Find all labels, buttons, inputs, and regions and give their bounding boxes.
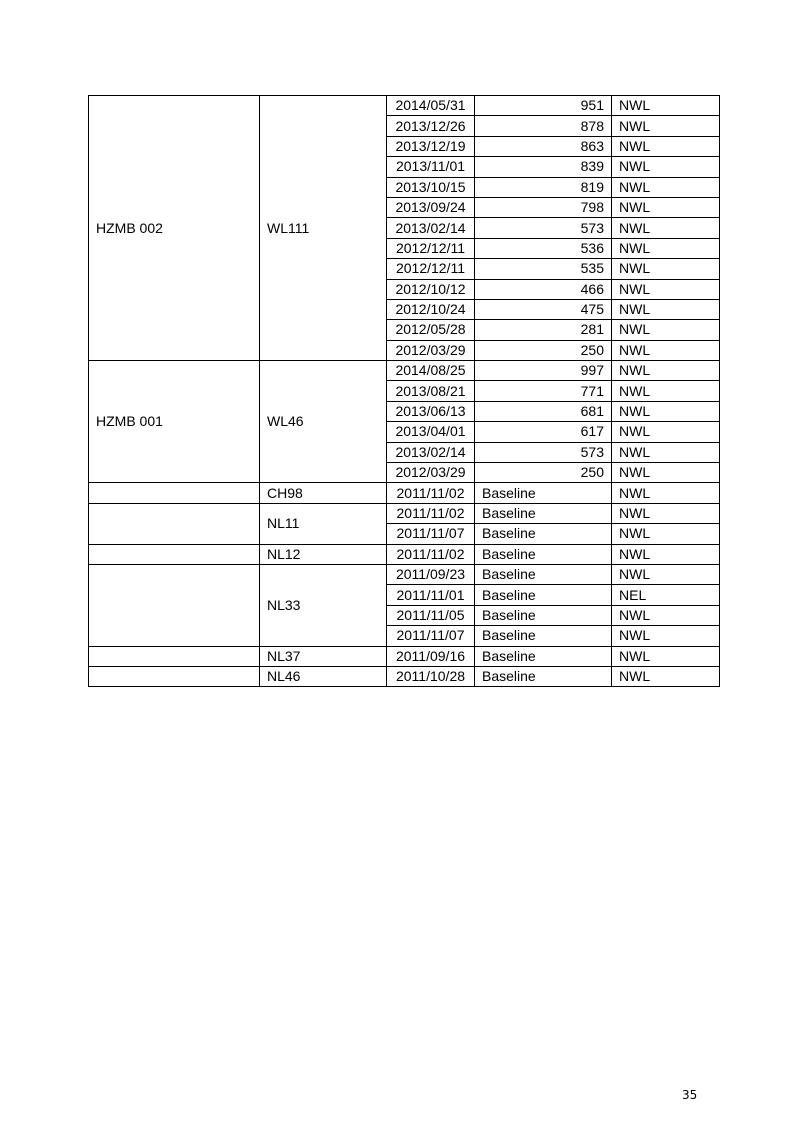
date-cell: 2012/03/29: [387, 463, 475, 483]
value-cell: 798: [475, 197, 612, 217]
value-cell: 839: [475, 157, 612, 177]
point-id-cell: NL33: [260, 564, 387, 646]
date-cell: 2011/11/02: [387, 483, 475, 503]
value-cell: 819: [475, 177, 612, 197]
type-cell: NWL: [612, 361, 720, 381]
point-id-cell: NL37: [260, 646, 387, 666]
date-cell: 2013/12/26: [387, 116, 475, 136]
value-cell: Baseline: [475, 544, 612, 564]
type-cell: NWL: [612, 116, 720, 136]
value-cell: 573: [475, 442, 612, 462]
table-row: [89, 544, 720, 564]
value-cell: Baseline: [475, 524, 612, 544]
value-cell: 475: [475, 299, 612, 319]
date-cell: 2013/08/21: [387, 381, 475, 401]
value-cell: Baseline: [475, 483, 612, 503]
value-cell: 536: [475, 238, 612, 258]
type-cell: NWL: [612, 524, 720, 544]
type-cell: NWL: [612, 422, 720, 442]
value-cell: Baseline: [475, 626, 612, 646]
value-cell: Baseline: [475, 564, 612, 584]
type-cell: NWL: [612, 605, 720, 625]
type-cell: NWL: [612, 136, 720, 156]
date-cell: 2014/05/31: [387, 96, 475, 116]
date-cell: 2011/11/02: [387, 503, 475, 523]
type-cell: NWL: [612, 238, 720, 258]
date-cell: 2012/03/29: [387, 340, 475, 360]
type-cell: NEL: [612, 585, 720, 605]
date-cell: 2011/11/02: [387, 544, 475, 564]
point-id-cell: NL11: [260, 503, 387, 544]
table-row: [89, 564, 720, 584]
date-cell: 2011/11/01: [387, 585, 475, 605]
date-cell: 2013/09/24: [387, 197, 475, 217]
structure-id-cell: [89, 564, 260, 646]
type-cell: NWL: [612, 666, 720, 686]
date-cell: 2013/12/19: [387, 136, 475, 156]
point-id-cell: WL111: [260, 96, 387, 361]
value-cell: Baseline: [475, 503, 612, 523]
type-cell: NWL: [612, 177, 720, 197]
data-table: [88, 95, 720, 687]
date-cell: 2011/10/28: [387, 666, 475, 686]
type-cell: NWL: [612, 463, 720, 483]
type-cell: NWL: [612, 381, 720, 401]
type-cell: NWL: [612, 646, 720, 666]
date-cell: 2011/11/05: [387, 605, 475, 625]
type-cell: NWL: [612, 197, 720, 217]
point-id-cell: CH98: [260, 483, 387, 503]
date-cell: 2012/12/11: [387, 238, 475, 258]
value-cell: 250: [475, 463, 612, 483]
date-cell: 2011/11/07: [387, 626, 475, 646]
page-number: 35: [682, 1088, 698, 1102]
type-cell: NWL: [612, 259, 720, 279]
type-cell: NWL: [612, 564, 720, 584]
value-cell: 535: [475, 259, 612, 279]
date-cell: 2013/11/01: [387, 157, 475, 177]
value-cell: 681: [475, 401, 612, 421]
value-cell: 863: [475, 136, 612, 156]
table-row: [89, 646, 720, 666]
type-cell: NWL: [612, 442, 720, 462]
value-cell: 617: [475, 422, 612, 442]
date-cell: 2013/10/15: [387, 177, 475, 197]
structure-id-cell: HZMB 001: [89, 361, 260, 483]
date-cell: 2011/09/16: [387, 646, 475, 666]
type-cell: NWL: [612, 503, 720, 523]
value-cell: 250: [475, 340, 612, 360]
type-cell: NWL: [612, 626, 720, 646]
table-body: [89, 96, 720, 687]
table-row: [89, 483, 720, 503]
value-cell: Baseline: [475, 605, 612, 625]
value-cell: 466: [475, 279, 612, 299]
structure-id-cell: HZMB 002: [89, 96, 260, 361]
structure-id-cell: [89, 646, 260, 666]
date-cell: 2013/02/14: [387, 218, 475, 238]
date-cell: 2013/06/13: [387, 401, 475, 421]
type-cell: NWL: [612, 96, 720, 116]
type-cell: NWL: [612, 483, 720, 503]
date-cell: 2011/09/23: [387, 564, 475, 584]
date-cell: 2012/10/12: [387, 279, 475, 299]
type-cell: NWL: [612, 157, 720, 177]
type-cell: NWL: [612, 218, 720, 238]
date-cell: 2012/05/28: [387, 320, 475, 340]
structure-id-cell: [89, 544, 260, 564]
table-row: [89, 503, 720, 523]
date-cell: 2012/10/24: [387, 299, 475, 319]
structure-id-cell: [89, 483, 260, 503]
value-cell: 771: [475, 381, 612, 401]
value-cell: 878: [475, 116, 612, 136]
value-cell: Baseline: [475, 646, 612, 666]
type-cell: NWL: [612, 340, 720, 360]
value-cell: 997: [475, 361, 612, 381]
table-row: [89, 361, 720, 381]
value-cell: Baseline: [475, 666, 612, 686]
type-cell: NWL: [612, 279, 720, 299]
date-cell: 2011/11/07: [387, 524, 475, 544]
date-cell: 2012/12/11: [387, 259, 475, 279]
value-cell: Baseline: [475, 585, 612, 605]
table-row: [89, 96, 720, 116]
date-cell: 2013/04/01: [387, 422, 475, 442]
type-cell: NWL: [612, 320, 720, 340]
value-cell: 573: [475, 218, 612, 238]
point-id-cell: NL46: [260, 666, 387, 686]
type-cell: NWL: [612, 544, 720, 564]
value-cell: 951: [475, 96, 612, 116]
date-cell: 2014/08/25: [387, 361, 475, 381]
structure-id-cell: [89, 503, 260, 544]
table-row: [89, 666, 720, 686]
structure-id-cell: [89, 666, 260, 686]
point-id-cell: NL12: [260, 544, 387, 564]
type-cell: NWL: [612, 401, 720, 421]
value-cell: 281: [475, 320, 612, 340]
date-cell: 2013/02/14: [387, 442, 475, 462]
type-cell: NWL: [612, 299, 720, 319]
point-id-cell: WL46: [260, 361, 387, 483]
